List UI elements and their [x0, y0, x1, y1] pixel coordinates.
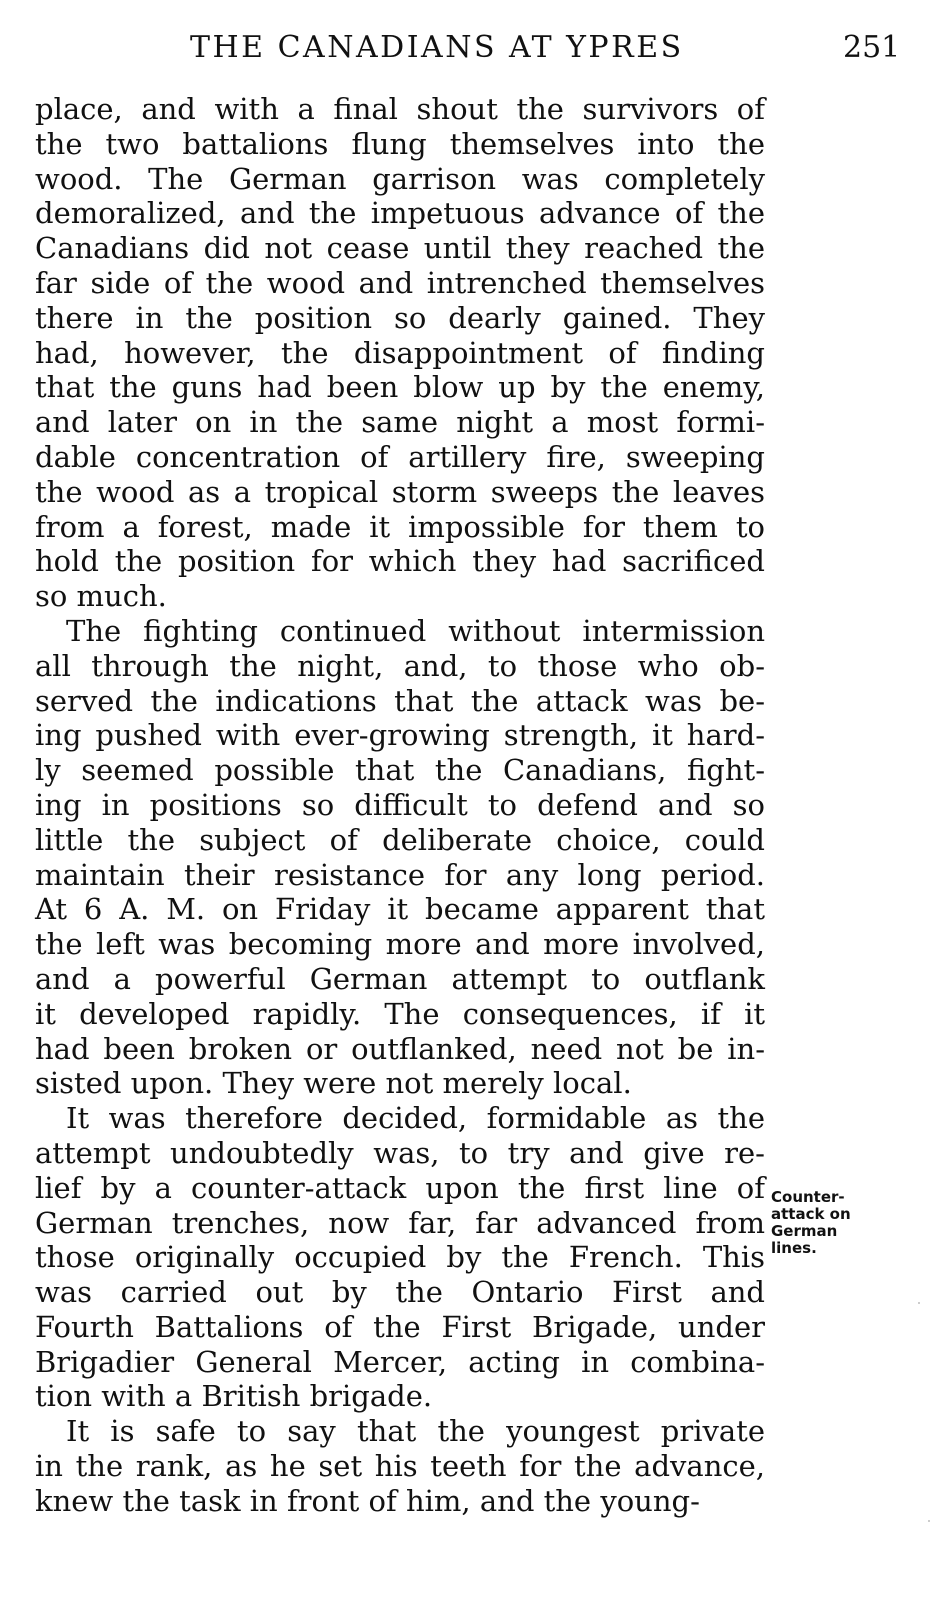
text-line: all through the night, and, to those who ob- — [35, 648, 765, 683]
text-line: knew the task in front of him, and the young- — [35, 1483, 700, 1518]
text-line: place, and with a final shout the survivors of — [35, 92, 765, 126]
text-line: It was therefore decided, formidable as the — [66, 1101, 765, 1136]
text-line: had, however, the disappointment of finding — [35, 335, 765, 370]
sidenote-line: attack on — [771, 1205, 851, 1223]
text-line: in the rank, as he set his teeth for the advance, — [35, 1449, 765, 1484]
scan-speck — [928, 1520, 930, 1522]
text-line: Fourth Battalions of the First Brigade, under — [35, 1309, 765, 1344]
text-line: those originally occupied by the French. This — [35, 1240, 765, 1275]
text-line: there in the position so dearly gained. They — [35, 300, 765, 335]
text-line: was carried out by the Ontario First and — [35, 1275, 765, 1310]
text-line: German trenches, now far, far advanced from — [35, 1205, 765, 1240]
text-line: far side of the wood and intrenched themselves — [35, 265, 765, 300]
text-line: sisted upon. They were not merely local. — [35, 1066, 632, 1101]
sidenote-line: lines. — [771, 1239, 817, 1257]
text-line: the wood as a tropical storm sweeps the leaves — [35, 474, 765, 509]
text-line: the two battalions flung themselves into the — [35, 126, 765, 161]
text-line: Canadians did not cease until they reached the — [35, 231, 765, 266]
page-number: 251 — [843, 30, 901, 65]
text-line: tion with a British brigade. — [35, 1379, 433, 1414]
text-line: ing in positions so difficult to defend and so — [35, 787, 765, 822]
text-line: At 6 A. M. on Friday it became apparent that — [35, 892, 765, 927]
text-line: and later on in the same night a most formi- — [35, 405, 765, 440]
margin-sidenote — [771, 1189, 891, 1257]
running-title: THE CANADIANS AT YPRES — [190, 30, 684, 65]
text-line: Brigadier General Mercer, acting in combina- — [35, 1344, 765, 1379]
text-line: ing pushed with ever-growing strength, it hard- — [35, 718, 765, 753]
text-line: it developed rapidly. The consequences, if it — [35, 996, 765, 1031]
text-line: ly seemed possible that the Canadians, fight- — [35, 753, 765, 788]
text-line: attempt undoubtedly was, to try and give re- — [35, 1135, 765, 1170]
text-line: lief by a counter-attack upon the first line of — [35, 1170, 765, 1205]
text-line: hold the position for which they had sacrificed — [35, 544, 765, 579]
text-line: demoralized, and the impetuous advance of the — [35, 196, 765, 231]
text-line: It is safe to say that the youngest private — [66, 1414, 765, 1449]
sidenote-line: German — [771, 1222, 838, 1240]
text-line: that the guns had been blow up by the enemy, — [35, 370, 765, 405]
text-line: from a forest, made it impossible for them to — [35, 509, 765, 544]
sidenote-line: Counter- — [771, 1188, 845, 1206]
text-line: wood. The German garrison was completely — [35, 161, 765, 196]
text-line: served the indications that the attack was be- — [35, 683, 765, 718]
body-text — [35, 92, 765, 1519]
text-line: had been broken or outflanked, need not be in- — [35, 1031, 765, 1066]
text-line: so much. — [35, 579, 167, 614]
scan-speck — [918, 1302, 920, 1304]
text-line: little the subject of deliberate choice, could — [35, 822, 765, 857]
text-line: the left was becoming more and more involved, — [35, 927, 765, 962]
text-line: The fighting continued without intermission — [66, 613, 765, 648]
text-line: and a powerful German attempt to outflank — [35, 961, 765, 996]
text-line: dable concentration of artillery fire, sweeping — [35, 439, 765, 474]
text-line: maintain their resistance for any long period. — [35, 857, 765, 892]
